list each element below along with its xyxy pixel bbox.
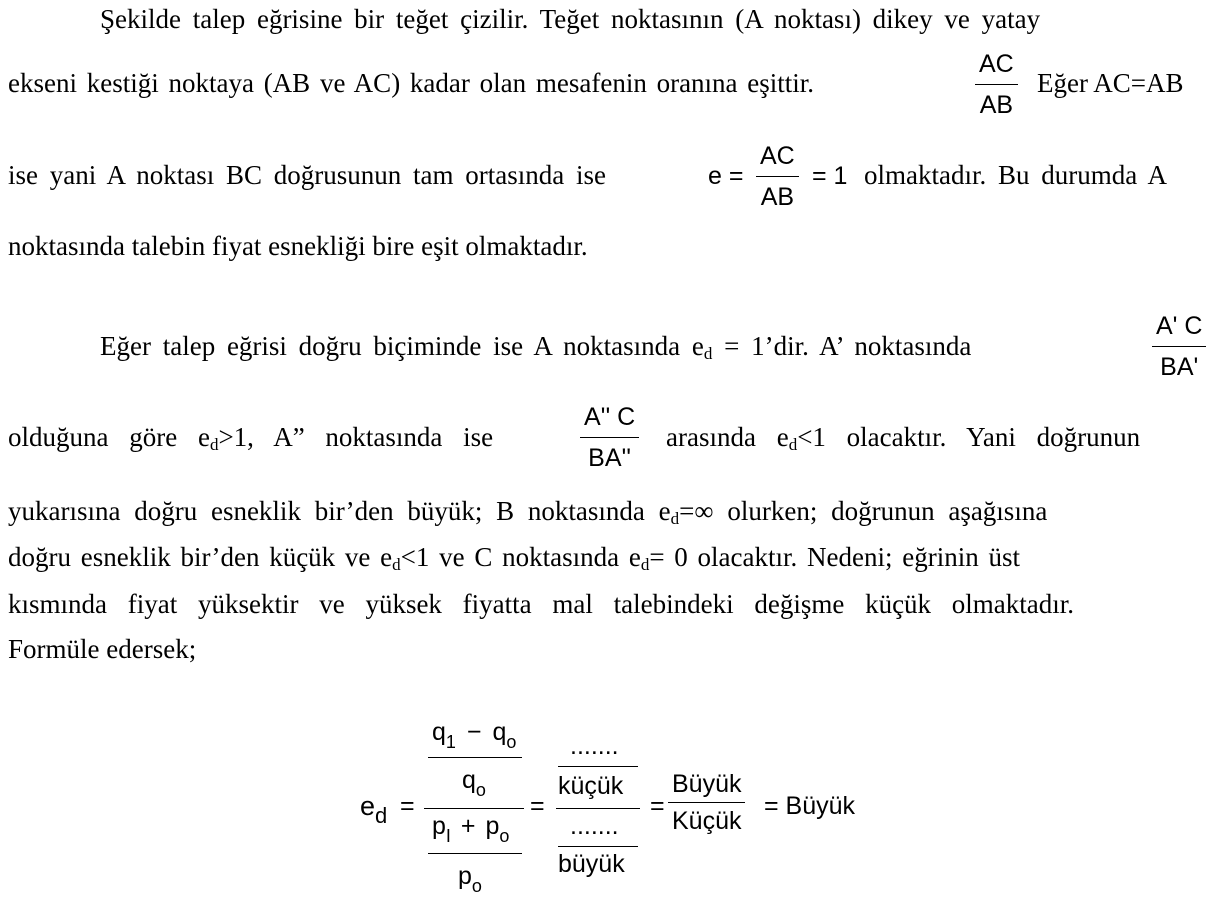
fraction-denominator: AB [760,183,795,211]
p1-line3-tail: olmaktadır. Bu durumda A [864,160,1167,190]
formula-subscript-d: d [375,803,388,828]
subscript-d: d [640,555,650,574]
fraction-bar [1152,346,1206,347]
p0: p [485,812,500,840]
subscript-d: d [392,555,401,574]
fraction-denominator: Küçük [672,807,742,835]
p1-subscript: I [445,826,451,846]
fraction-a2c-ba2 [580,403,639,472]
p2-line2-d: <1 olacaktır. Yani doğrunun [797,422,1141,452]
p2-line6-text: Formüle edersek; [8,634,197,664]
dots-bottom: ....... [570,812,619,840]
p2-line2-b: >1, A” noktasında ise [218,422,494,452]
subscript-d: d [703,344,713,363]
equals-one: = 1 [812,162,848,190]
p1-line4-text: noktasında talebin fiyat esnekliği bire eşit olmaktadır. [8,231,588,261]
second-inner-bar-top [558,766,638,767]
p1-line1-text: Şekilde talep eğrisine bir teğet çizilir. Teğet noktasının (A noktası) dikey ve yatay [100,4,1041,34]
q0-subscript: o [506,732,517,752]
elasticity-label: e = [708,162,744,190]
q1: q [432,718,446,746]
p2-line1-b: = 1’dir. A’ noktasında [712,331,972,361]
fraction-numerator: A'' C [584,403,636,431]
fraction-denominator: BA' [1160,353,1199,381]
inner-bar-bottom [428,853,522,854]
formula-e: e [360,791,376,821]
buyuk-label: büyük [558,850,625,878]
q0b-subscript: o [475,780,486,800]
p0b: p [458,862,472,890]
formula-q-diff [432,718,517,752]
fraction-numerator: A' C [1156,312,1203,340]
p0b-subscript: o [471,876,482,896]
p0-subscript: o [499,826,510,846]
fraction-denominator: BA'' [588,444,632,472]
fraction-numerator: AC [979,50,1014,78]
fraction-numerator: AC [760,142,795,170]
p2-line4-b: <1 ve C noktasında e [400,542,641,572]
fraction-bar [580,437,639,438]
p2-line5-text: kısmında fiyat yüksektir ve yüksek fiyatta mal talebindeki değişme küçük olmaktadır. [8,589,1075,619]
formula-result: = Büyük [764,792,856,820]
plus-sign: + [460,812,476,840]
p2-line4-a: doğru esneklik bir’den küçük ve e [8,542,393,572]
p2-line2-c: arasında e [666,422,789,452]
fraction-bar [975,84,1018,85]
formula-q0 [462,766,486,800]
q0b: q [462,766,476,794]
p2-line1-a: Eğer talep eğrisi doğru biçiminde ise A noktasında e [100,331,704,361]
formula-equals-3: = [650,792,665,820]
q0: q [492,718,507,746]
p2-line4-text [8,542,1020,572]
formula-equals-1: = [400,792,415,820]
fraction-ac-ab-2 [756,142,799,211]
second-inner-bar-bottom [558,846,638,847]
subscript-d: d [670,509,680,528]
p1-line1 [100,4,1215,34]
p2-line3-text [8,496,1047,526]
formula-p0 [458,862,482,896]
formula-equals-2: = [530,792,545,820]
formula-p-sum [432,812,510,846]
q1-subscript: 1 [445,732,456,752]
second-main-bar [556,808,640,809]
p2-line1-text [100,331,971,361]
p2-line2-tail [666,422,1140,452]
main-fraction-bar [424,808,524,809]
subscript-d: d [788,435,798,454]
p2-line3-a: yukarısına doğru esneklik bir’den büyük; B noktasında e [8,496,671,526]
fraction-bar [756,176,799,177]
p2-line2-a: olduğuna göre e [8,422,210,452]
p2-line2-text [8,422,493,452]
p2-line3-b: =∞ olurken; doğrunun aşağısına [679,496,1048,526]
fraction-denominator: AB [979,91,1014,119]
formula-lhs [360,791,388,828]
fraction-numerator: Büyük [672,770,742,798]
subscript-d: d [209,435,219,454]
kucuk-label: küçük [558,772,624,800]
p1-line2-text: ekseni kestiği noktaya (AB ve AC) kadar olan mesafenin oranına eşittir. [8,68,815,98]
dots-top: ....... [570,732,619,760]
p2-line4-c: = 0 olacaktır. Nedeni; eğrinin üst [649,542,1020,572]
p1-line2-tail: Eğer AC=AB [1037,68,1184,98]
p1-line3-text: ise yani A noktası BC doğrusunun tam ortasında ise [8,160,606,190]
fraction-bar [668,802,745,803]
minus-sign: − [466,718,482,746]
fraction-buyuk-kucuk [668,770,745,835]
fraction-ac-ab-1 [975,50,1018,119]
p1: p [432,812,446,840]
fraction-a1c-ba1 [1152,312,1206,381]
inner-bar-top [428,757,522,758]
